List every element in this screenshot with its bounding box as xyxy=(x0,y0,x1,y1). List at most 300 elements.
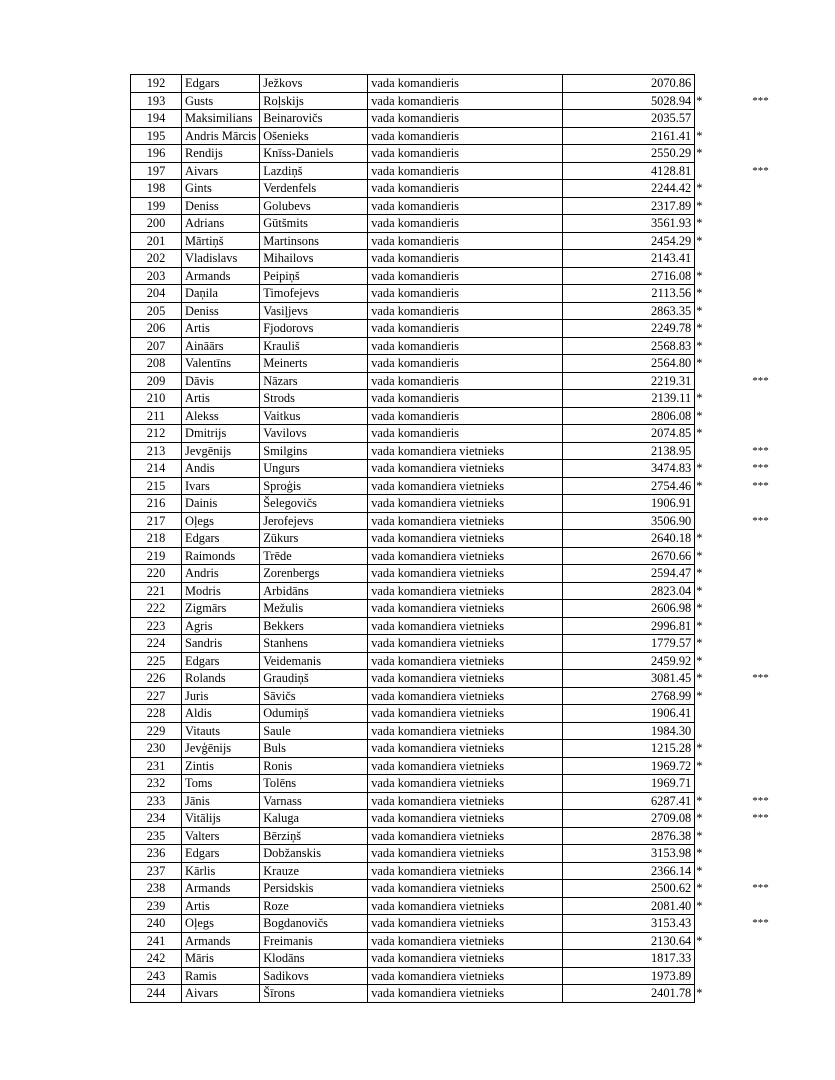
last-name-cell: Veidemanis xyxy=(260,652,368,670)
last-name-cell: Vavilovs xyxy=(260,425,368,443)
row-number-cell: 193 xyxy=(131,92,182,110)
star-mark-cell: * xyxy=(696,356,703,371)
row-number-cell: 213 xyxy=(131,442,182,460)
last-name-cell: Nāzars xyxy=(260,372,368,390)
table-row xyxy=(131,75,769,93)
table-row xyxy=(131,565,769,583)
table-row xyxy=(131,215,769,233)
row-number-cell: 238 xyxy=(131,880,182,898)
first-name-cell: Vladislavs xyxy=(182,250,260,268)
first-name-cell: Oļegs xyxy=(182,512,260,530)
position-cell: vada komandieris xyxy=(368,390,563,408)
row-number-cell: 197 xyxy=(131,162,182,180)
position-cell: vada komandiera vietnieks xyxy=(368,757,563,775)
star-mark-cell: * xyxy=(696,636,703,651)
star-mark-cell: * xyxy=(696,618,703,633)
first-name-cell: Toms xyxy=(182,775,260,793)
amount-cell: 2081.40 xyxy=(563,897,695,915)
amount-cell: 1969.71 xyxy=(563,775,695,793)
amount-cell: 5028.94 xyxy=(563,92,695,110)
last-name-cell: Vaitkus xyxy=(260,407,368,425)
triple-star-mark-cell xyxy=(720,127,769,145)
amount-cell: 1817.33 xyxy=(563,950,695,968)
table-row xyxy=(131,267,769,285)
position-cell: vada komandieris xyxy=(368,250,563,268)
first-name-cell: Aināārs xyxy=(182,337,260,355)
table-row xyxy=(131,792,769,810)
star-mark-cell: * xyxy=(696,793,703,808)
triple-star-mark-cell xyxy=(720,740,769,758)
table-row xyxy=(131,145,769,163)
position-cell: vada komandiera vietnieks xyxy=(368,967,563,985)
table-row xyxy=(131,740,769,758)
triple-star-mark-cell: *** xyxy=(752,444,769,457)
position-cell: vada komandieris xyxy=(368,302,563,320)
position-cell: vada komandiera vietnieks xyxy=(368,775,563,793)
table-row xyxy=(131,687,769,705)
row-number-cell: 203 xyxy=(131,267,182,285)
first-name-cell: Jānis xyxy=(182,792,260,810)
last-name-cell: Gūtšmits xyxy=(260,215,368,233)
first-name-cell: Ramis xyxy=(182,967,260,985)
row-number-cell: 219 xyxy=(131,547,182,565)
star-mark-cell: * xyxy=(696,426,703,441)
first-name-cell: Modris xyxy=(182,582,260,600)
last-name-cell: Sproģis xyxy=(260,477,368,495)
first-name-cell: Gints xyxy=(182,180,260,198)
star-mark-cell xyxy=(695,250,720,268)
row-number-cell: 228 xyxy=(131,705,182,723)
first-name-cell: Juris xyxy=(182,687,260,705)
star-mark-cell: * xyxy=(696,233,703,248)
position-cell: vada komandiera vietnieks xyxy=(368,635,563,653)
salary-table-body xyxy=(131,75,769,1003)
last-name-cell: Šelegovičs xyxy=(260,495,368,513)
position-cell: vada komandiera vietnieks xyxy=(368,547,563,565)
row-number-cell: 221 xyxy=(131,582,182,600)
row-number-cell: 212 xyxy=(131,425,182,443)
position-cell: vada komandieris xyxy=(368,372,563,390)
triple-star-mark-cell xyxy=(720,600,769,618)
triple-star-mark-cell: *** xyxy=(752,672,769,685)
last-name-cell: Kaluga xyxy=(260,810,368,828)
table-row xyxy=(131,652,769,670)
table-row xyxy=(131,320,769,338)
table-row xyxy=(131,92,769,110)
position-cell: vada komandieris xyxy=(368,75,563,93)
last-name-cell: Golubevs xyxy=(260,197,368,215)
triple-star-mark-cell xyxy=(720,215,769,233)
star-mark-cell: * xyxy=(696,461,703,476)
star-mark-cell: * xyxy=(696,846,703,861)
position-cell: vada komandiera vietnieks xyxy=(368,810,563,828)
last-name-cell: Trēde xyxy=(260,547,368,565)
amount-cell: 2754.46 xyxy=(563,477,695,495)
star-mark-cell: * xyxy=(696,828,703,843)
amount-cell: 2317.89 xyxy=(563,197,695,215)
table-row xyxy=(131,845,769,863)
table-row xyxy=(131,302,769,320)
star-mark-cell: * xyxy=(696,303,703,318)
amount-cell: 2161.41 xyxy=(563,127,695,145)
position-cell: vada komandieris xyxy=(368,407,563,425)
row-number-cell: 200 xyxy=(131,215,182,233)
row-number-cell: 234 xyxy=(131,810,182,828)
row-number-cell: 210 xyxy=(131,390,182,408)
table-row xyxy=(131,897,769,915)
position-cell: vada komandiera vietnieks xyxy=(368,880,563,898)
last-name-cell: Peipiņš xyxy=(260,267,368,285)
table-row xyxy=(131,582,769,600)
position-cell: vada komandiera vietnieks xyxy=(368,565,563,583)
last-name-cell: Klodāns xyxy=(260,950,368,968)
position-cell: vada komandieris xyxy=(368,197,563,215)
position-cell: vada komandiera vietnieks xyxy=(368,792,563,810)
first-name-cell: Rolands xyxy=(182,670,260,688)
first-name-cell: Aivars xyxy=(182,985,260,1003)
table-row xyxy=(131,355,769,373)
star-mark-cell: * xyxy=(696,811,703,826)
position-cell: vada komandiera vietnieks xyxy=(368,600,563,618)
table-row xyxy=(131,757,769,775)
first-name-cell: Vitauts xyxy=(182,722,260,740)
star-mark-cell: * xyxy=(696,933,703,948)
triple-star-mark-cell xyxy=(720,722,769,740)
first-name-cell: Ivars xyxy=(182,477,260,495)
first-name-cell: Andis xyxy=(182,460,260,478)
star-mark-cell: * xyxy=(696,198,703,213)
star-mark-cell: * xyxy=(696,531,703,546)
first-name-cell: Kārlis xyxy=(182,862,260,880)
triple-star-mark-cell xyxy=(720,565,769,583)
row-number-cell: 222 xyxy=(131,600,182,618)
last-name-cell: Timofejevs xyxy=(260,285,368,303)
star-mark-cell xyxy=(695,75,720,93)
row-number-cell: 231 xyxy=(131,757,182,775)
star-mark-cell xyxy=(695,950,720,968)
triple-star-mark-cell xyxy=(720,75,769,93)
row-number-cell: 241 xyxy=(131,932,182,950)
position-cell: vada komandieris xyxy=(368,145,563,163)
first-name-cell: Agris xyxy=(182,617,260,635)
star-mark-cell xyxy=(695,512,720,530)
last-name-cell: Mihailovs xyxy=(260,250,368,268)
position-cell: vada komandiera vietnieks xyxy=(368,740,563,758)
table-row xyxy=(131,635,769,653)
star-mark-cell: * xyxy=(696,268,703,283)
row-number-cell: 225 xyxy=(131,652,182,670)
first-name-cell: Armands xyxy=(182,932,260,950)
table-row xyxy=(131,477,769,495)
star-mark-cell: * xyxy=(696,286,703,301)
last-name-cell: Krauliš xyxy=(260,337,368,355)
amount-cell: 2130.64 xyxy=(563,932,695,950)
position-cell: vada komandieris xyxy=(368,110,563,128)
triple-star-mark-cell xyxy=(720,495,769,513)
table-row xyxy=(131,617,769,635)
amount-cell: 2070.86 xyxy=(563,75,695,93)
amount-cell: 2768.99 xyxy=(563,687,695,705)
table-row xyxy=(131,232,769,250)
first-name-cell: Armands xyxy=(182,267,260,285)
last-name-cell: Jerofejevs xyxy=(260,512,368,530)
star-mark-cell: * xyxy=(696,653,703,668)
row-number-cell: 243 xyxy=(131,967,182,985)
amount-cell: 2138.95 xyxy=(563,442,695,460)
triple-star-mark-cell: *** xyxy=(752,794,769,807)
last-name-cell: Tolēns xyxy=(260,775,368,793)
triple-star-mark-cell xyxy=(720,582,769,600)
triple-star-mark-cell xyxy=(720,845,769,863)
star-mark-cell xyxy=(695,775,720,793)
amount-cell: 2716.08 xyxy=(563,267,695,285)
amount-cell: 2035.57 xyxy=(563,110,695,128)
last-name-cell: Sadikovs xyxy=(260,967,368,985)
star-mark-cell: * xyxy=(696,601,703,616)
star-mark-cell: * xyxy=(696,321,703,336)
star-mark-cell: * xyxy=(696,758,703,773)
position-cell: vada komandiera vietnieks xyxy=(368,950,563,968)
first-name-cell: Dāvis xyxy=(182,372,260,390)
amount-cell: 1969.72 xyxy=(563,757,695,775)
star-mark-cell: * xyxy=(696,986,703,1001)
first-name-cell: Edgars xyxy=(182,75,260,93)
row-number-cell: 224 xyxy=(131,635,182,653)
triple-star-mark-cell xyxy=(720,617,769,635)
amount-cell: 2670.66 xyxy=(563,547,695,565)
first-name-cell: Andris Mārcis xyxy=(182,127,260,145)
first-name-cell: Edgars xyxy=(182,845,260,863)
table-row xyxy=(131,827,769,845)
position-cell: vada komandiera vietnieks xyxy=(368,512,563,530)
triple-star-mark-cell: *** xyxy=(752,374,769,387)
position-cell: vada komandiera vietnieks xyxy=(368,915,563,933)
table-row xyxy=(131,547,769,565)
amount-cell: 2606.98 xyxy=(563,600,695,618)
last-name-cell: Zūkurs xyxy=(260,530,368,548)
first-name-cell: Artis xyxy=(182,390,260,408)
amount-cell: 2806.08 xyxy=(563,407,695,425)
position-cell: vada komandiera vietnieks xyxy=(368,705,563,723)
first-name-cell: Sandris xyxy=(182,635,260,653)
triple-star-mark-cell xyxy=(720,827,769,845)
last-name-cell: Varnass xyxy=(260,792,368,810)
star-mark-cell: * xyxy=(696,898,703,913)
triple-star-mark-cell xyxy=(720,285,769,303)
first-name-cell: Vitālijs xyxy=(182,810,260,828)
row-number-cell: 208 xyxy=(131,355,182,373)
amount-cell: 1973.89 xyxy=(563,967,695,985)
row-number-cell: 242 xyxy=(131,950,182,968)
star-mark-cell: * xyxy=(696,688,703,703)
last-name-cell: Freimanis xyxy=(260,932,368,950)
last-name-cell: Smilgins xyxy=(260,442,368,460)
star-mark-cell xyxy=(695,722,720,740)
star-mark-cell: * xyxy=(696,391,703,406)
row-number-cell: 199 xyxy=(131,197,182,215)
last-name-cell: Bērziņš xyxy=(260,827,368,845)
last-name-cell: Ungurs xyxy=(260,460,368,478)
last-name-cell: Bogdanovičs xyxy=(260,915,368,933)
triple-star-mark-cell xyxy=(720,267,769,285)
position-cell: vada komandiera vietnieks xyxy=(368,985,563,1003)
first-name-cell: Māris xyxy=(182,950,260,968)
triple-star-mark-cell xyxy=(720,985,769,1003)
row-number-cell: 240 xyxy=(131,915,182,933)
row-number-cell: 192 xyxy=(131,75,182,93)
triple-star-mark-cell xyxy=(720,145,769,163)
triple-star-mark-cell xyxy=(720,897,769,915)
last-name-cell: Ošenieks xyxy=(260,127,368,145)
last-name-cell: Buls xyxy=(260,740,368,758)
amount-cell: 2863.35 xyxy=(563,302,695,320)
amount-cell: 2550.29 xyxy=(563,145,695,163)
first-name-cell: Artis xyxy=(182,320,260,338)
star-mark-cell: * xyxy=(696,181,703,196)
position-cell: vada komandieris xyxy=(368,285,563,303)
table-row xyxy=(131,407,769,425)
triple-star-mark-cell xyxy=(720,757,769,775)
amount-cell: 2074.85 xyxy=(563,425,695,443)
position-cell: vada komandieris xyxy=(368,215,563,233)
star-mark-cell: * xyxy=(696,338,703,353)
star-mark-cell xyxy=(695,162,720,180)
row-number-cell: 244 xyxy=(131,985,182,1003)
position-cell: vada komandiera vietnieks xyxy=(368,670,563,688)
first-name-cell: Deniss xyxy=(182,197,260,215)
amount-cell: 3561.93 xyxy=(563,215,695,233)
last-name-cell: Graudiņš xyxy=(260,670,368,688)
amount-cell: 2996.81 xyxy=(563,617,695,635)
triple-star-mark-cell: *** xyxy=(752,514,769,527)
amount-cell: 3153.43 xyxy=(563,915,695,933)
triple-star-mark-cell xyxy=(720,775,769,793)
table-row xyxy=(131,915,769,933)
first-name-cell: Maksimilians xyxy=(182,110,260,128)
row-number-cell: 205 xyxy=(131,302,182,320)
triple-star-mark-cell: *** xyxy=(752,917,769,930)
last-name-cell: Odumiņš xyxy=(260,705,368,723)
first-name-cell: Adrians xyxy=(182,215,260,233)
last-name-cell: Zorenbergs xyxy=(260,565,368,583)
table-row xyxy=(131,775,769,793)
triple-star-mark-cell xyxy=(720,635,769,653)
table-row xyxy=(131,250,769,268)
last-name-cell: Saule xyxy=(260,722,368,740)
position-cell: vada komandieris xyxy=(368,320,563,338)
star-mark-cell: * xyxy=(696,548,703,563)
row-number-cell: 204 xyxy=(131,285,182,303)
position-cell: vada komandieris xyxy=(368,337,563,355)
amount-cell: 2640.18 xyxy=(563,530,695,548)
position-cell: vada komandiera vietnieks xyxy=(368,582,563,600)
table-row xyxy=(131,180,769,198)
position-cell: vada komandiera vietnieks xyxy=(368,477,563,495)
position-cell: vada komandieris xyxy=(368,355,563,373)
row-number-cell: 229 xyxy=(131,722,182,740)
amount-cell: 2401.78 xyxy=(563,985,695,1003)
table-row xyxy=(131,862,769,880)
amount-cell: 3506.90 xyxy=(563,512,695,530)
row-number-cell: 239 xyxy=(131,897,182,915)
position-cell: vada komandiera vietnieks xyxy=(368,530,563,548)
amount-cell: 3153.98 xyxy=(563,845,695,863)
last-name-cell: Strods xyxy=(260,390,368,408)
first-name-cell: Andris xyxy=(182,565,260,583)
position-cell: vada komandiera vietnieks xyxy=(368,652,563,670)
row-number-cell: 230 xyxy=(131,740,182,758)
first-name-cell: Jevģēnijs xyxy=(182,740,260,758)
star-mark-cell xyxy=(695,442,720,460)
first-name-cell: Alekss xyxy=(182,407,260,425)
star-mark-cell: * xyxy=(696,128,703,143)
triple-star-mark-cell xyxy=(720,862,769,880)
table-row xyxy=(131,705,769,723)
star-mark-cell: * xyxy=(696,478,703,493)
last-name-cell: Mežulis xyxy=(260,600,368,618)
row-number-cell: 214 xyxy=(131,460,182,478)
first-name-cell: Dainis xyxy=(182,495,260,513)
position-cell: vada komandiera vietnieks xyxy=(368,845,563,863)
triple-star-mark-cell xyxy=(720,302,769,320)
row-number-cell: 195 xyxy=(131,127,182,145)
amount-cell: 1984.30 xyxy=(563,722,695,740)
row-number-cell: 202 xyxy=(131,250,182,268)
last-name-cell: Lazdiņš xyxy=(260,162,368,180)
row-number-cell: 194 xyxy=(131,110,182,128)
row-number-cell: 198 xyxy=(131,180,182,198)
table-row xyxy=(131,880,769,898)
amount-cell: 2568.83 xyxy=(563,337,695,355)
triple-star-mark-cell xyxy=(720,250,769,268)
triple-star-mark-cell xyxy=(720,390,769,408)
star-mark-cell: * xyxy=(696,671,703,686)
first-name-cell: Deniss xyxy=(182,302,260,320)
amount-cell: 1906.41 xyxy=(563,705,695,723)
table-row xyxy=(131,285,769,303)
triple-star-mark-cell: *** xyxy=(752,812,769,825)
last-name-cell: Ježkovs xyxy=(260,75,368,93)
position-cell: vada komandiera vietnieks xyxy=(368,862,563,880)
triple-star-mark-cell: *** xyxy=(752,164,769,177)
first-name-cell: Gusts xyxy=(182,92,260,110)
first-name-cell: Rendijs xyxy=(182,145,260,163)
last-name-cell: Bekkers xyxy=(260,617,368,635)
triple-star-mark-cell xyxy=(720,110,769,128)
table-row xyxy=(131,460,769,478)
triple-star-mark-cell: *** xyxy=(752,882,769,895)
amount-cell: 1906.91 xyxy=(563,495,695,513)
last-name-cell: Sāvičs xyxy=(260,687,368,705)
table-row xyxy=(131,600,769,618)
star-mark-cell: * xyxy=(696,566,703,581)
last-name-cell: Persidskis xyxy=(260,880,368,898)
position-cell: vada komandiera vietnieks xyxy=(368,827,563,845)
position-cell: vada komandiera vietnieks xyxy=(368,897,563,915)
last-name-cell: Roze xyxy=(260,897,368,915)
salary-table xyxy=(130,74,769,1003)
amount-cell: 2500.62 xyxy=(563,880,695,898)
amount-cell: 2823.04 xyxy=(563,582,695,600)
row-number-cell: 232 xyxy=(131,775,182,793)
amount-cell: 1779.57 xyxy=(563,635,695,653)
amount-cell: 2564.80 xyxy=(563,355,695,373)
last-name-cell: Šīrons xyxy=(260,985,368,1003)
triple-star-mark-cell xyxy=(720,932,769,950)
row-number-cell: 220 xyxy=(131,565,182,583)
last-name-cell: Knīss-Daniels xyxy=(260,145,368,163)
row-number-cell: 201 xyxy=(131,232,182,250)
